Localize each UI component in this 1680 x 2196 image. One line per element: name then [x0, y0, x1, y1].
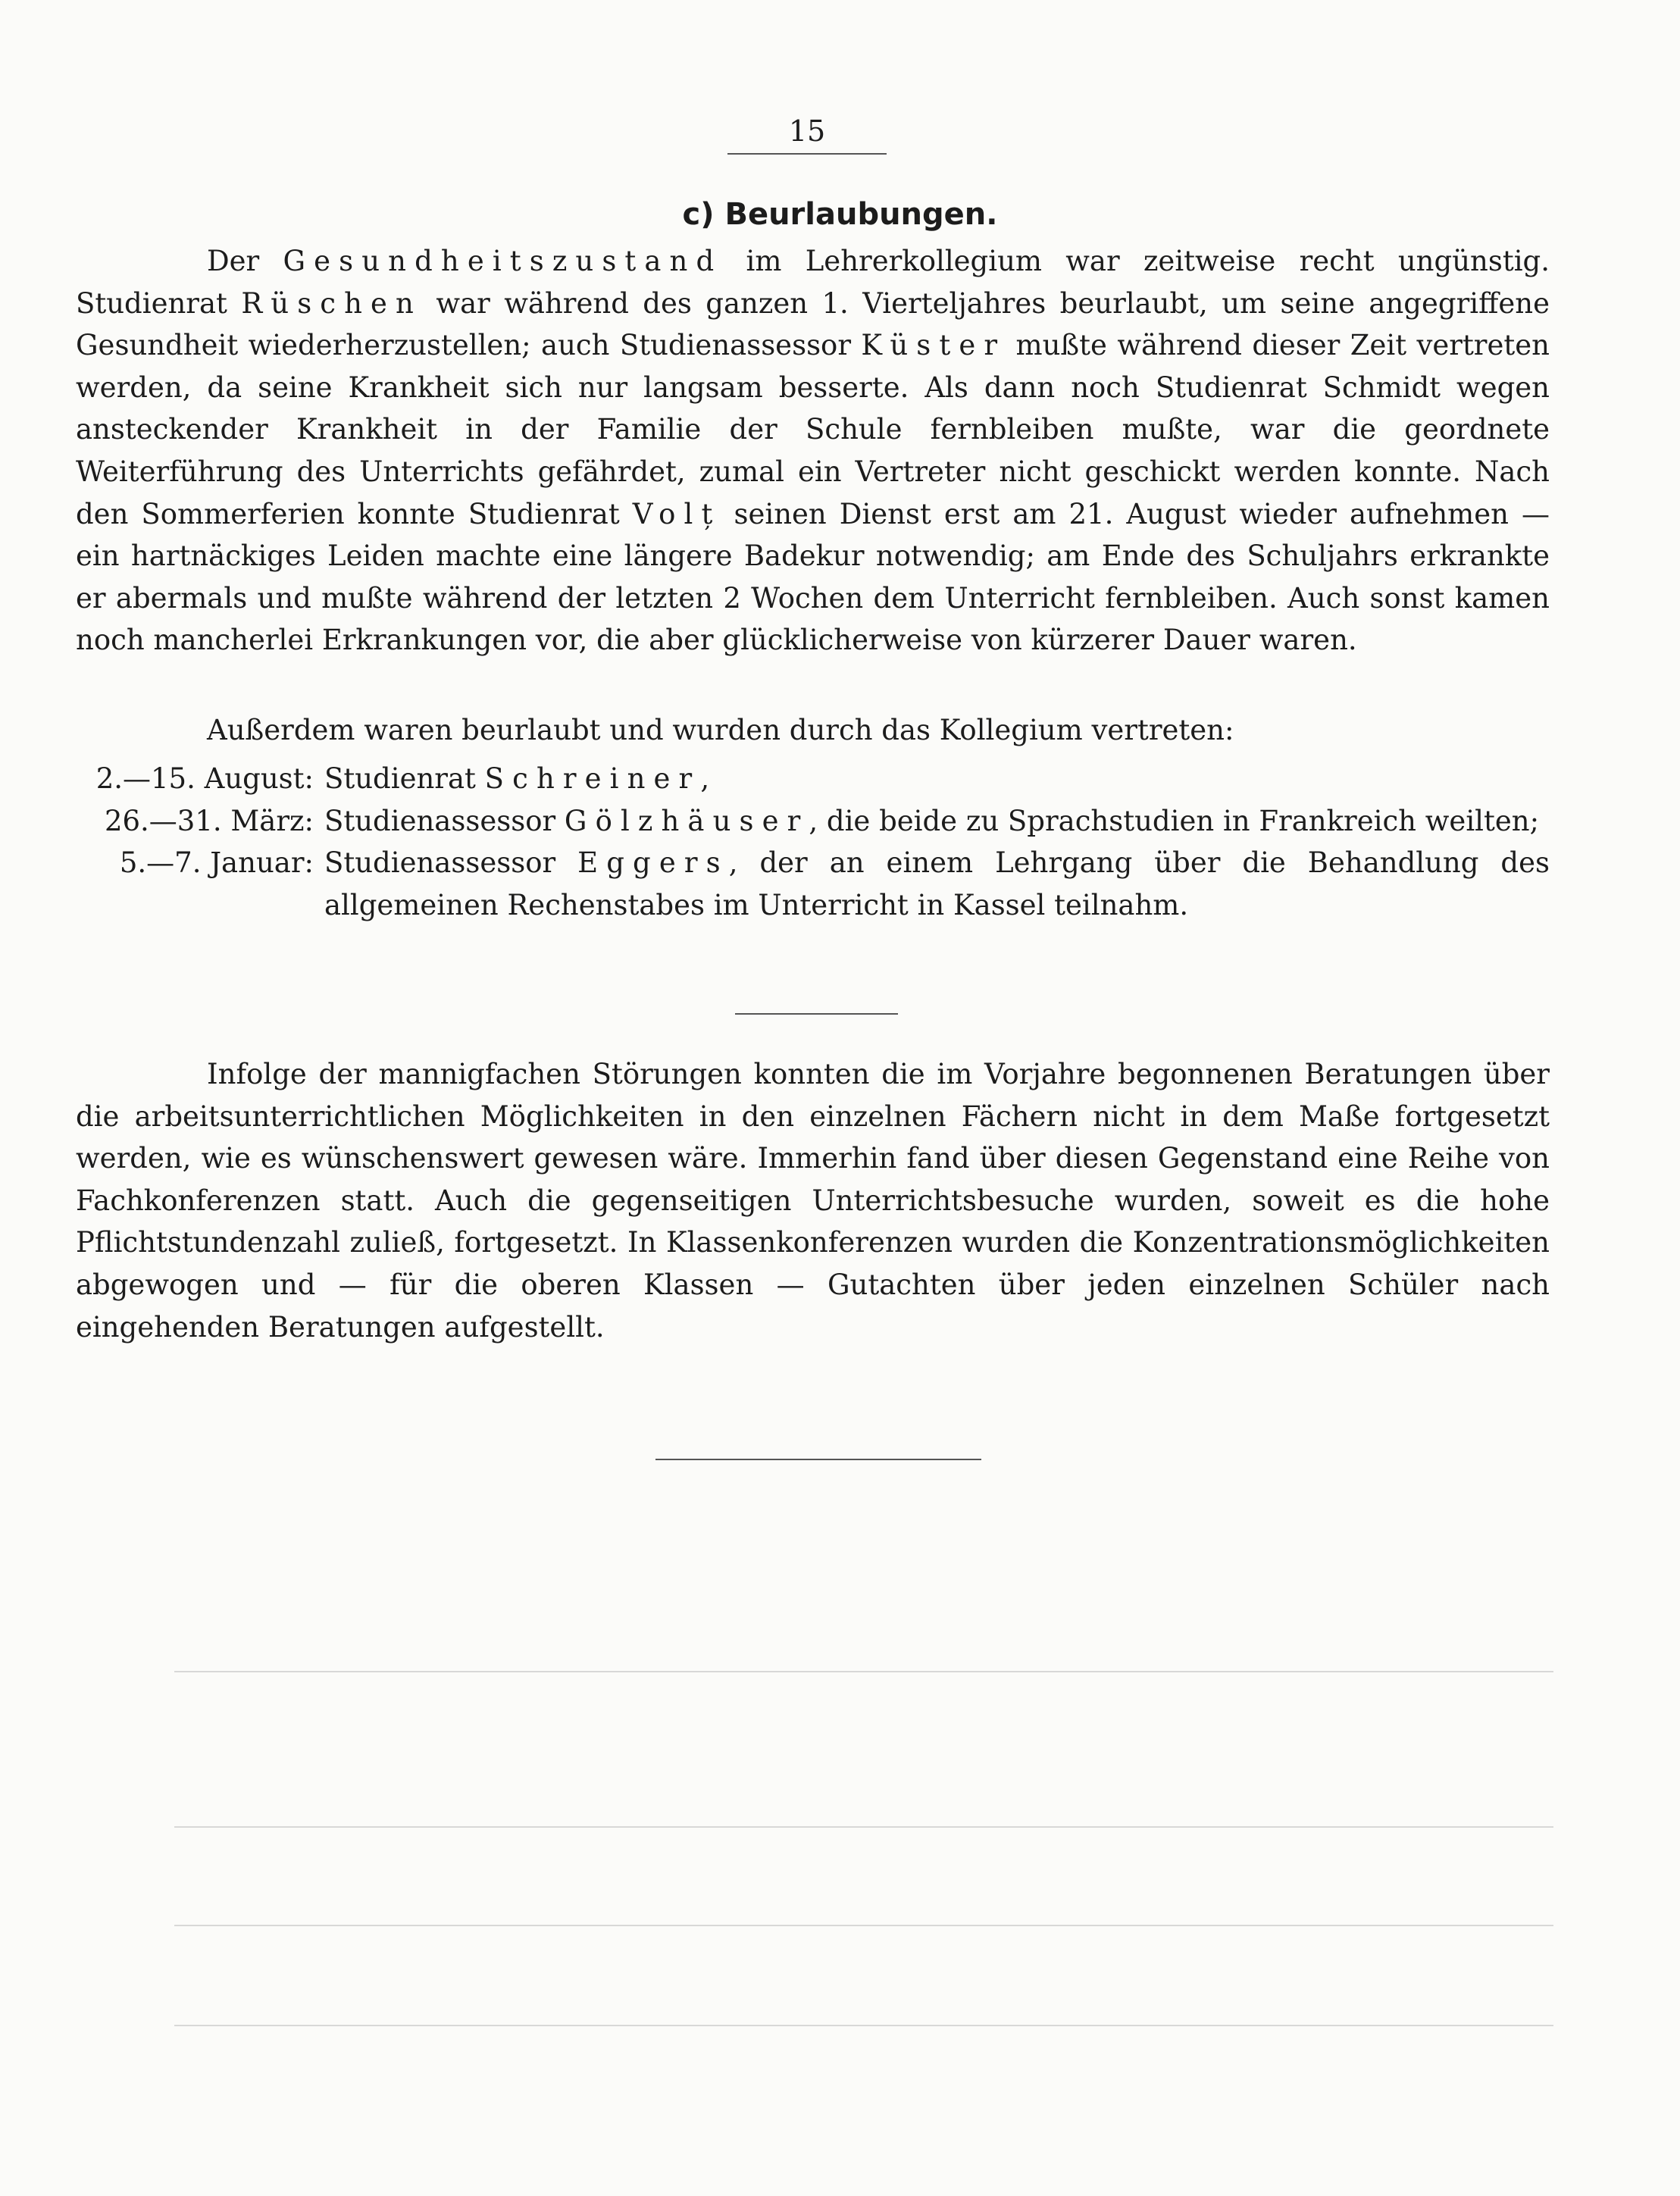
- paragraph-conferences-text: Infolge der mannigfachen Störungen konnten die im Vorjahre begonnenen Beratungen über die arbeitsunterrichtlichen Möglichkeiten in den einzelnen Fächern nicht in dem Maße fortgesetzt werden, wie es wünschenswert gewesen wäre. Immerhin fand über diesen Gegenstand eine Reihe von Fachkonferenzen statt. Auch die gegenseitigen Unterrichtsbesuche wurden, soweit es die hohe Pflichtstundenzahl zuließ, fortgesetzt. In Klassenkonferenzen wurden die Konzentrationsmöglichkeiten abgewogen und — für die oberen Klassen — Gutachten über jeden einzelnen Schüler nach eingehenden Beratungen aufgestellt.: [76, 1058, 1550, 1344]
- teacher-name: Eggers: [577, 846, 729, 880]
- teacher-name: Schreiner: [484, 762, 701, 795]
- section-divider: [735, 1013, 898, 1015]
- leave-list: [76, 758, 1550, 926]
- teacher-name: Rüschen: [241, 286, 422, 320]
- teacher-name: Volț: [632, 497, 721, 530]
- list-item: 5.—7. Januar: Studienassessor Eggers, der an einem Lehrgang über die Behandlung des allgemeinen Rechenstabes im Unterricht in Kassel teilnahm.: [76, 842, 1550, 926]
- section-heading: c) Beurlaubungen.: [682, 197, 998, 232]
- list-item: 26.—31. März: Studienassessor Gölzhäuser, die beide zu Sprachstudien in Frankreich weilten;: [76, 800, 1550, 843]
- leave-date: 2.—15. August:: [95, 762, 314, 795]
- bleed-through-rule: [174, 1925, 1553, 1926]
- teacher-name: Küster: [861, 329, 1006, 362]
- emphasis-term: Gesundheitszustand: [283, 245, 723, 277]
- paragraph-leave-intro-text: Außerdem waren beurlaubt und wurden durch das Kollegium vertreten:: [207, 714, 1234, 746]
- teacher-name: Gölzhäuser: [564, 804, 809, 837]
- page-number-rule: [727, 153, 887, 155]
- end-divider: [655, 1459, 981, 1460]
- leave-date: 5.—7. Januar:: [119, 846, 314, 880]
- leave-date: 26.—31. März:: [104, 804, 314, 837]
- paragraph-health: [76, 240, 1550, 662]
- bleed-through-rule: [174, 1671, 1553, 1672]
- bleed-through-rule: [174, 2025, 1553, 2026]
- page-number: 15: [788, 114, 826, 148]
- paragraph-conferences: [76, 1053, 1550, 1348]
- bleed-through-rule: [174, 1826, 1553, 1828]
- paragraph-health-text: Der Gesundheitszustand im Lehrerkollegium war zeitweise recht ungünstig. Studienrat Rüschen war während des ganzen 1. Vierteljahres beurlaubt, um seine angegriffene Gesundheit wiederherzustellen; auch Studienassessor Küster mußte während dieser Zeit vertreten werden, da seine Krankheit sich nur langsam besserte. Als dann noch Studienrat Schmidt wegen ansteckender Krankheit in der Familie der Schule fernbleiben mußte, war die geordnete Weiterführung des Unterrichts gefährdet, zumal ein Vertreter nicht geschickt werden konnte. Nach den Sommerferien konnte Studienrat Volț seinen Dienst erst am 21. August wieder aufnehmen — ein hartnäckiges Leiden machte eine längere Badekur notwendig; am Ende des Schuljahrs erkrankte er abermals und mußte während der letzten 2 Wochen dem Unterricht fernbleiben. Auch sonst kamen noch mancherlei Erkrankungen vor, die aber glücklicherweise von kürzerer Dauer waren.: [76, 245, 1550, 657]
- paragraph-leave-intro: [76, 709, 1550, 752]
- list-item: 2.—15. August: Studienrat Schreiner,: [76, 758, 1550, 800]
